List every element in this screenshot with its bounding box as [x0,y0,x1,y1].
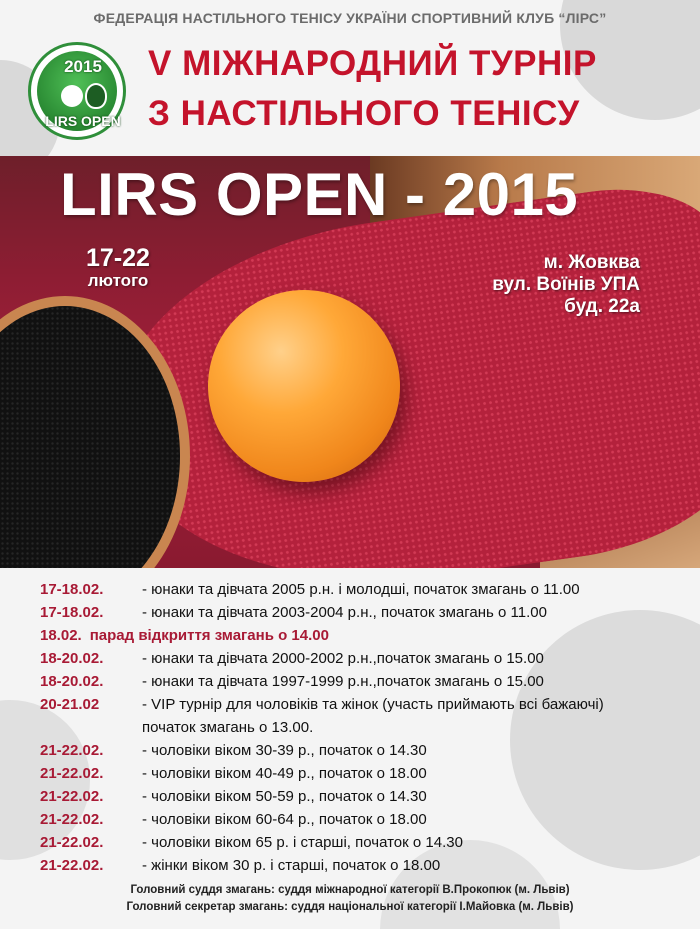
schedule-row [40,601,670,624]
schedule-text: - чоловіки віком 60-64 р., початок о 18.00 [142,811,427,828]
ping-pong-ball-icon [61,85,83,107]
schedule-row-continuation [40,716,670,739]
schedule-row [40,831,670,854]
schedule-row [40,693,670,716]
logo-badge [37,51,121,131]
address-street: вул. Воїнів УПА [492,274,640,295]
schedule-row [40,739,670,762]
address-city: м. Жовква [543,252,640,273]
event-dates [58,244,178,291]
officials-footer [0,882,700,916]
schedule-text: - юнаки та дівчата 1997-1999 р.н.,початок змагань о 15.00 [142,673,544,690]
dates-range: 17-22 [86,244,150,272]
schedule-row [40,808,670,831]
schedule-row [40,854,670,877]
schedule-date: 21-22.02. [40,857,104,874]
lirs-open-logo [28,42,126,140]
event-address [430,252,640,318]
tournament-title-line2: З НАСТІЛЬНОГО ТЕНІСУ [148,94,580,133]
schedule-date: 18.02. [40,627,82,644]
schedule-text: парад відкриття змагань о 14.00 [89,627,329,644]
schedule-date: 18-20.02. [40,673,104,690]
schedule-text: - жінки віком 30 р. і старші, початок о 18.00 [142,857,441,874]
orange-ball-image [208,290,400,482]
tournament-title-line1: V МІЖНАРОДНИЙ ТУРНІР [148,44,597,83]
schedule-text: - юнаки та дівчата 2003-2004 р.н., початок змагань о 11.00 [142,604,547,621]
schedule-text: - чоловіки віком 40-49 р., початок о 18.00 [142,765,427,782]
dates-month: лютого [87,271,149,290]
schedule-date: 21-22.02. [40,765,104,782]
schedule-list [40,578,670,877]
schedule-row [40,647,670,670]
schedule-date: 20-21.02 [40,696,100,713]
schedule-text: - чоловіки віком 50-59 р., початок о 14.30 [142,788,427,805]
schedule-date: 17-18.02. [40,581,104,598]
schedule-date: 18-20.02. [40,650,104,667]
schedule-row [40,785,670,808]
logo-text: LIRS OPEN [45,113,121,129]
schedule-row [40,578,670,601]
schedule-text: початок змагань о 13.00. [142,719,314,736]
schedule-date: 21-22.02. [40,788,104,805]
schedule-text: - юнаки та дівчата 2005 р.н. і молодші, початок змагань о 11.00 [142,581,580,598]
schedule-date: 21-22.02. [40,811,104,828]
schedule-row-opening-parade [40,624,670,647]
paddle-icon [85,83,107,109]
schedule-date: 21-22.02. [40,834,104,851]
federation-header: ФЕДЕРАЦІЯ НАСТІЛЬНОГО ТЕНІСУ УКРАЇНИ СПОРТИВНИЙ КЛУБ “ЛІРС” [93,10,607,26]
logo-year: 2015 [64,57,102,76]
schedule-date: 17-18.02. [40,604,104,621]
schedule-text: - юнаки та дівчата 2000-2002 р.н.,початок змагань о 15.00 [142,650,544,667]
schedule-text: - чоловіки віком 30-39 р., початок о 14.30 [142,742,427,759]
address-building: буд. 22а [564,296,640,317]
chief-secretary-line: Головний секретар змагань: суддя національної категорії І.Майовка (м. Львів) [126,901,574,913]
schedule-row [40,762,670,785]
chief-judge-line: Головний суддя змагань: суддя міжнародної категорії В.Прокопюк (м. Львів) [130,884,570,896]
schedule-text: - чоловіки віком 65 р. і старші, початок о 14.30 [142,834,463,851]
schedule-row [40,670,670,693]
schedule-date: 21-22.02. [40,742,104,759]
event-name: LIRS OPEN - 2015 [60,161,579,228]
schedule-text: - VIP турнір для чоловіків та жінок (участь приймають всі бажаючі) [142,696,604,713]
